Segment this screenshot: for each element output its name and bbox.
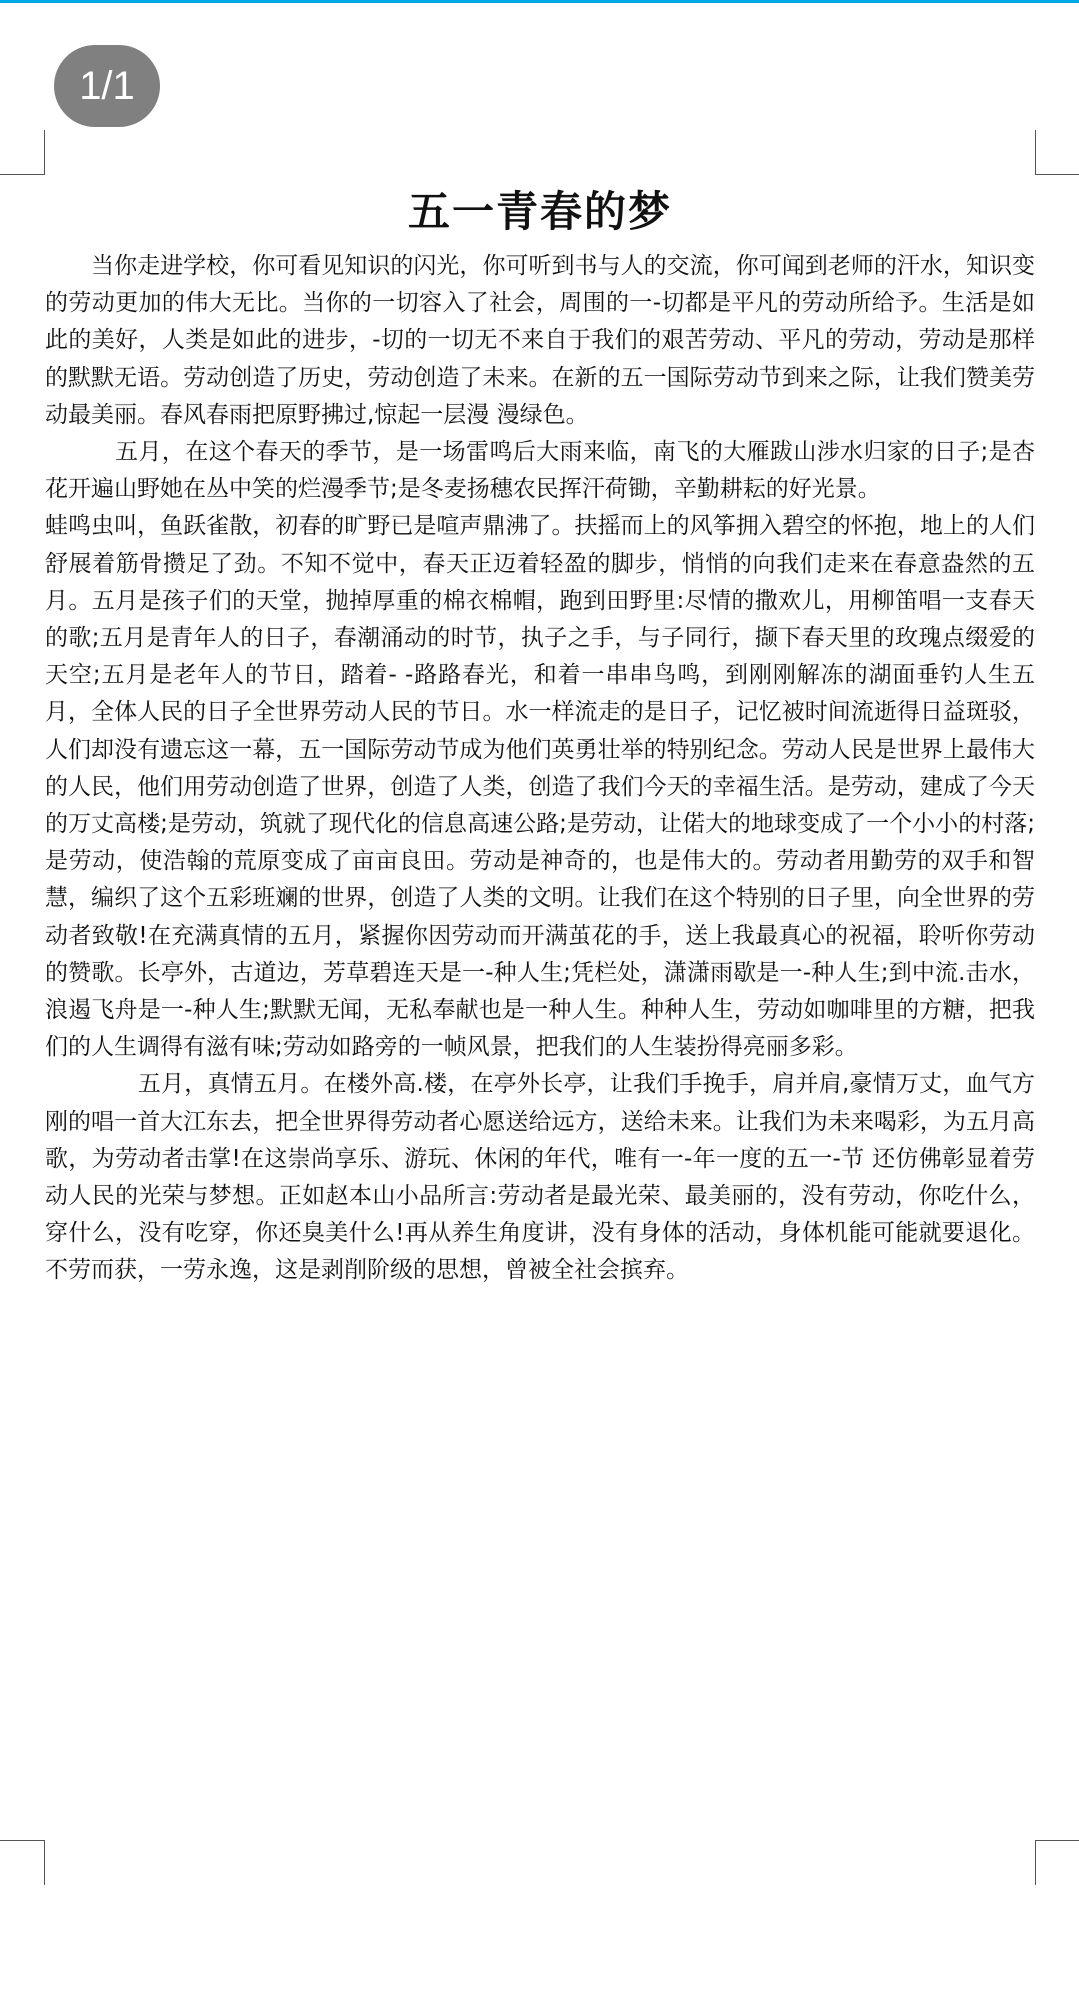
document-page-content — [45, 180, 1035, 1290]
paragraph-3: 蛙鸣虫叫，鱼跃雀散，初春的旷野已是喧声鼎沸了。扶摇而上的风筝拥入碧空的怀抱，地上的人们舒展着筋骨攒足了劲。不知不觉中，春天正迈着轻盈的脚步，悄悄的向我们走来在春意盎然的五月。五月是孩子们的天堂，抛掉厚重的棉衣棉帽，跑到田野里:尽情的撒欢儿，用柳笛唱一支春天的歌;五月是青年人的日子，春潮涌动的时节，执子之手，与子同行，撷下春天里的玫瑰点缀爱的天空;五月是老年人的节日，踏着- -路路春光，和着一串串鸟鸣，到刚刚解冻的湖面垂钓人生五月，全体人民的日子全世界劳动人民的节日。水一样流走的是日子，记忆被时间流逝得日益斑驳，人们却没有遗忘这一幕，五一国际劳动节成为他们英勇壮举的特别纪念。劳动人民是世界上最伟大的人民，他们用劳动创造了世界，创造了人类，创造了我们今天的幸福生活。是劳动，建成了今天的万丈高楼;是劳动，筑就了现代化的信息高速公路;是劳动，让偌大的地球变成了一个小小的村落;是劳动，使浩翰的荒原变成了亩亩良田。劳动是神奇的，也是伟大的。劳动者用勤劳的双手和智慧，编织了这个五彩班斓的世界，创造了人类的文明。让我们在这个特别的日子里，向全世界的劳动者致敬!在充满真情的五月，紧握你因劳动而开满茧花的手，送上我最真心的祝福，聆听你劳动的赞歌。长亭外，古道边，芳草碧连天是一-种人生;凭栏处，潇潇雨歇是一-种人生;到中流.击水，浪遏飞舟是一-种人生;默默无闻，无私奉献也是一种人生。种种人生，劳动如咖啡里的方糖，把我们的人生调得有滋有味;劳动如路旁的一帧风景，把我们的人生装扮得亮丽多彩。 — [45, 513, 1035, 1061]
top-accent-bar — [0, 0, 1079, 3]
crop-mark-bottom-right — [1035, 1840, 1079, 1885]
crop-mark-top-left — [0, 130, 45, 175]
paragraph-2: 五月，在这个春天的季节，是一场雷鸣后大雨来临，南飞的大雁跋山涉水归家的日子;是杏花开遍山野她在丛中笑的烂漫季节;是冬麦扬穗农民挥汗荷锄，辛勤耕耘的好光景。 — [45, 439, 1035, 503]
paragraph-1: 当你走进学校，你可看见知识的闪光，你可听到书与人的交流，你可闻到老师的汗水，知识变的劳动更加的伟大无比。当你的一切容入了社会，周围的一-切都是平凡的劳动所给予。生活是如此的美好，人类是如此的进步，-切的一切无不来自于我们的艰苦劳动、平凡的劳动，劳动是那样的默默无语。劳动创造了历史，劳动创造了未来。在新的五一国际劳动节到来之际，让我们赞美劳动最美丽。春风春雨把原野拂过,惊起一层漫 漫绿色。 — [45, 253, 1035, 428]
document-title: 五一青春的梦 — [407, 187, 672, 236]
crop-mark-bottom-left — [0, 1840, 45, 1885]
crop-mark-top-right — [1035, 130, 1079, 175]
paragraph-4: 五月，真情五月。在楼外高.楼，在亭外长亭，让我们手挽手，肩并肩,豪情万丈，血气方刚的唱一首大江东去，把全世界得劳动者心愿送给远方，送给未来。让我们为未来喝彩，为五月高歌，为劳动者击掌!在这崇尚享乐、游玩、休闲的年代，唯有一-年一度的五一-节 还仿佛彰显着劳动人民的光荣与梦想。正如赵本山小品所言:劳动者是最光荣、最美丽的，没有劳动，你吃什么，穿什么，没有吃穿，你还臭美什么!再从养生角度讲，没有身体的活动，身体机能可能就要退化。不劳而获，一劳永逸，这是剥削阶级的思想，曾被全社会摈弃。 — [45, 1071, 1035, 1284]
page-indicator-badge[interactable]: 1/1 — [54, 45, 160, 127]
